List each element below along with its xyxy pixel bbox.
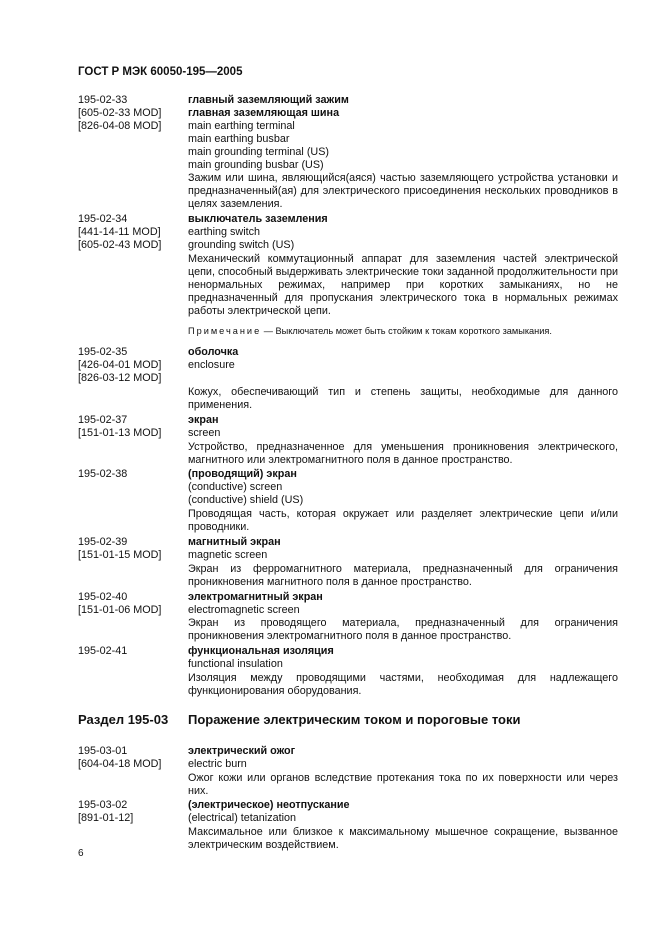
entry-codes bbox=[78, 799, 188, 825]
definition: Зажим или шина, являющийся(аяся) частью заземляющего устройства установки и предназначенный(ая) для электрического присоединения нескольких проводников в целях заземления. bbox=[188, 172, 618, 211]
entry-code: 195-02-38 bbox=[78, 468, 128, 481]
entry-codes bbox=[78, 745, 188, 771]
term-russian: оболочка bbox=[188, 346, 239, 359]
entry-list-195-03 bbox=[78, 745, 618, 852]
entry-body bbox=[188, 591, 618, 644]
term-russian: экран bbox=[188, 413, 219, 426]
term-english: (electrical) tetanization bbox=[188, 812, 297, 825]
entry-codes bbox=[78, 591, 188, 617]
reference-code: [151-01-15 MOD] bbox=[78, 548, 162, 561]
term-english: electric burn bbox=[188, 757, 247, 770]
definition: Кожух, обеспечивающий тип и степень защиты, необходимые для данного применения. bbox=[188, 386, 618, 411]
entry-body bbox=[188, 745, 618, 798]
entry-code: 195-03-02 bbox=[78, 799, 128, 812]
spacer-line bbox=[188, 372, 618, 385]
reference-code: [605-02-33 MOD] bbox=[78, 106, 162, 119]
entry-code: 195-03-01 bbox=[78, 744, 128, 757]
entry-codes bbox=[78, 346, 188, 385]
reference-code: [826-04-08 MOD] bbox=[78, 119, 162, 132]
reference-code: [151-01-13 MOD] bbox=[78, 426, 162, 439]
term-russian: функциональная изоляция bbox=[188, 645, 334, 658]
term-russian: электромагнитный экран bbox=[188, 590, 323, 603]
glossary-entry bbox=[78, 799, 618, 852]
glossary-entry bbox=[78, 213, 618, 338]
definition: Максимальное или близкое к максимальному мышечное сокращение, вызванное электрическим воздействием. bbox=[188, 826, 618, 852]
term-english: (conductive) screen bbox=[188, 481, 283, 494]
reference-code: [426-04-01 MOD] bbox=[78, 359, 162, 372]
reference-code: [604-04-18 MOD] bbox=[78, 757, 162, 770]
term-russian: главный заземляющий зажим bbox=[188, 94, 349, 106]
term-english: grounding switch (US) bbox=[188, 238, 295, 251]
reference-code: [826-03-12 MOD] bbox=[78, 372, 162, 385]
entry-body bbox=[188, 536, 618, 589]
reference-code: [891-01-12] bbox=[78, 812, 134, 825]
glossary-entry bbox=[78, 591, 618, 644]
entry-body bbox=[188, 213, 618, 338]
term-english: electromagnetic screen bbox=[188, 603, 300, 616]
term-english: main earthing terminal bbox=[188, 119, 295, 132]
reference-code: [441-14-11 MOD] bbox=[78, 226, 161, 239]
glossary-entry bbox=[78, 745, 618, 798]
section-title: Поражение электрическим током и пороговые токи bbox=[188, 711, 521, 727]
term-russian: электрический ожог bbox=[188, 744, 296, 757]
definition: Экран из проводящего материала, предназначенный для ограничения проникновения электромагнитного поля в данное пространство. bbox=[188, 617, 618, 643]
entry-code: 195-02-34 bbox=[78, 213, 128, 226]
entry-codes bbox=[78, 94, 188, 133]
term-english: magnetic screen bbox=[188, 548, 268, 561]
entry-codes bbox=[78, 213, 188, 252]
definition: Проводящая часть, которая окружает или разделяет электрические цепи и/или проводники. bbox=[188, 508, 618, 534]
entry-body bbox=[188, 468, 618, 534]
definition: Механический коммутационный аппарат для заземления частей электрической цепи, способный выдерживать электрические токи заданной продолжительности при ненормальных режимах, например при коротких замыканиях, но не предназначенный для пропускания электрического тока в нормальных режимах работы электрической цепи. bbox=[188, 252, 618, 317]
document-header: ГОСТ Р МЭК 60050-195—2005 bbox=[78, 66, 243, 78]
term-english: screen bbox=[188, 426, 221, 439]
entry-codes bbox=[78, 645, 188, 658]
glossary-entry bbox=[78, 645, 618, 698]
entry-code: 195-02-37 bbox=[78, 413, 128, 426]
term-english: earthing switch bbox=[188, 226, 261, 239]
entry-code: 195-02-39 bbox=[78, 536, 128, 548]
entry-codes bbox=[78, 468, 188, 481]
definition: Ожог кожи или органов вследствие протекания тока по их поверхности или через них. bbox=[188, 771, 618, 797]
term-english: main earthing busbar bbox=[188, 132, 290, 145]
definition: Экран из ферромагнитного материала, предназначенный для ограничения проникновения магнитного поля в данное пространство. bbox=[188, 562, 618, 588]
glossary-entries bbox=[78, 94, 618, 852]
term-russian: (проводящий) экран bbox=[188, 468, 297, 481]
entry-code: 195-02-41 bbox=[78, 645, 128, 658]
term-russian: магнитный экран bbox=[188, 536, 281, 548]
term-russian: выключатель заземления bbox=[188, 213, 328, 226]
page-number: 6 bbox=[78, 848, 84, 859]
definition: Устройство, предназначенное для уменьшения проникновения электрического, магнитного или электромагнитного поля в данное пространство. bbox=[188, 440, 618, 466]
entry-code: 195-02-35 bbox=[78, 346, 128, 359]
entry-body bbox=[188, 645, 618, 698]
term-english: (conductive) shield (US) bbox=[188, 494, 304, 507]
entry-body bbox=[188, 94, 618, 211]
reference-code: [151-01-06 MOD] bbox=[78, 603, 162, 616]
entry-codes bbox=[78, 536, 188, 562]
entry-body bbox=[188, 799, 618, 852]
glossary-entry bbox=[78, 536, 618, 589]
note-text: — Выключатель может быть стойким к токам короткого замыкания. bbox=[263, 326, 552, 337]
reference-code: [605-02-43 MOD] bbox=[78, 238, 162, 251]
entry-codes bbox=[78, 414, 188, 440]
glossary-entry bbox=[78, 346, 618, 412]
entry-code: 195-02-33 bbox=[78, 94, 128, 106]
entry-code: 195-02-40 bbox=[78, 590, 128, 603]
glossary-entry bbox=[78, 468, 618, 534]
term-english: main grounding busbar (US) bbox=[188, 158, 324, 171]
term-russian: главная заземляющая шина bbox=[188, 106, 340, 119]
note bbox=[188, 325, 618, 338]
note-label: Примечание bbox=[188, 326, 262, 337]
entry-body bbox=[188, 346, 618, 412]
section-number: Раздел 195-03 bbox=[78, 711, 169, 727]
entry-body bbox=[188, 414, 618, 467]
term-english: functional insulation bbox=[188, 658, 283, 671]
section-heading bbox=[78, 711, 618, 727]
term-english: main grounding terminal (US) bbox=[188, 145, 330, 158]
definition: Изоляция между проводящими частями, необходимая для надлежащего функционирования оборудования. bbox=[188, 672, 618, 697]
glossary-entry bbox=[78, 94, 618, 211]
term-english: enclosure bbox=[188, 359, 235, 372]
term-russian: (электрическое) неотпускание bbox=[188, 799, 350, 812]
entry-list-195-02 bbox=[78, 94, 618, 698]
glossary-entry bbox=[78, 414, 618, 467]
